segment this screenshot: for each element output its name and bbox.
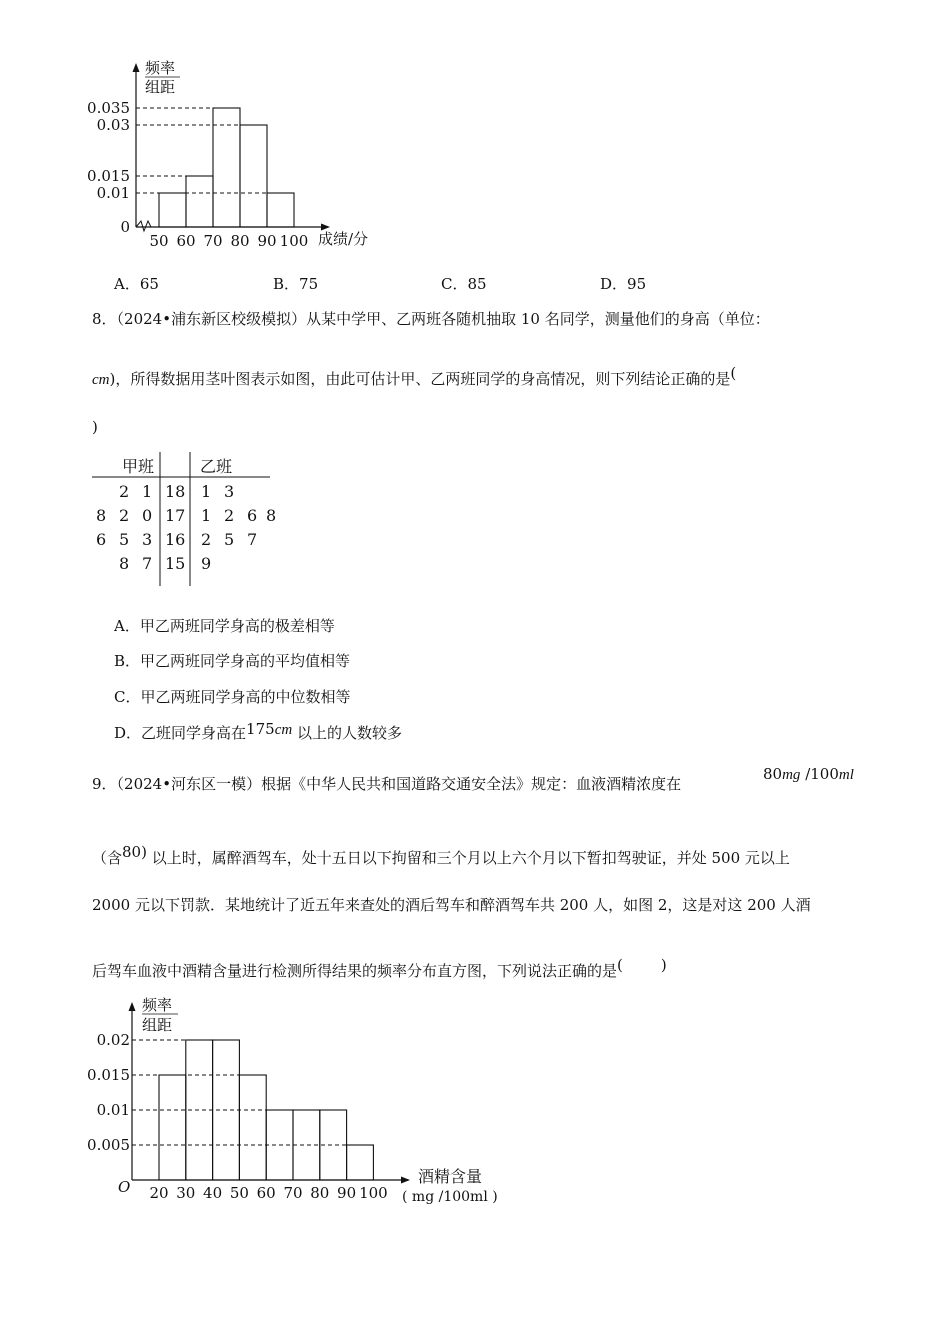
x-tick-label: 30 [176,1184,196,1202]
leaf-right: 9 [201,554,212,573]
leaf-right: 1 [201,506,212,525]
leaf-left: 5 [119,530,130,549]
conc-number: 80 [763,765,783,783]
y-label-top: 频率 [142,996,173,1014]
x-tick-label: 80 [230,232,250,250]
question-text: （2024•浦东新区校级模拟）从某中学甲、乙两班各随机抽取 10 名同学，测量他们的身高（单位： [116,310,770,328]
option-letter: B． [114,652,141,670]
y-tick-label: 0.03 [96,116,130,134]
paren-text: （含 [92,849,123,867]
x-tick-label: 90 [257,232,277,250]
axis-break [136,221,159,231]
x-tick-label: 50 [229,1184,249,1202]
option-unit: cm [274,722,293,738]
stem: 17 [165,506,186,525]
x-tick-label: 100 [359,1184,388,1202]
option-letter: C． [114,688,141,706]
y-label-bottom: 组距 [145,78,176,96]
stem-leaf-plot [92,452,282,592]
option-text: 95 [627,275,647,293]
option-letter: D． [114,724,142,742]
question-text: 后驾车血液中酒精含量进行检测所得结果的频率分布直方图，下列说法正确的是 [92,962,618,980]
option-text-after: 以上的人数较多 [292,724,402,742]
histogram-bar [186,176,213,227]
y-tick-label: 0 [120,218,130,236]
q8-option-c[interactable] [114,686,351,707]
y-tick-label: 0.035 [87,99,130,117]
x-tick-label: 80 [310,1184,330,1202]
q8-option-a[interactable] [114,615,335,636]
stem: 18 [165,482,186,501]
x-tick-label: 50 [149,232,169,250]
x-axis-unit: ( mg /100ml ) [402,1189,498,1205]
q9-line1 [92,773,681,794]
question-text: ，所得数据用茎叶图表示如图，由此可估计甲、乙两班同学的身高情况，则下列结论正确的是 [115,370,731,388]
option-text: 75 [299,275,319,293]
q7-option-a[interactable] [114,273,159,294]
option-text: 85 [467,275,487,293]
histogram-bar [347,1145,374,1180]
y-axis-arrow [129,1002,136,1011]
q8-option-d[interactable] [114,722,402,743]
leaf-left: 2 [119,506,130,525]
conc-number-80: 80) [122,843,147,861]
leaf-right: 1 [201,482,212,501]
option-text: 乙班同学身高在 [141,724,247,742]
header-left: 甲班 [122,457,155,476]
leaf-right: 2 [201,530,212,549]
y-label-top: 频率 [145,59,176,77]
x-tick-label: 70 [283,1184,303,1202]
answer-paren-close: ) [92,418,98,436]
answer-paren-close: ) [660,956,667,974]
origin-label: O [118,1178,131,1196]
histogram-bar [213,108,240,227]
leaf-right: 8 [266,506,277,525]
x-tick-label: 90 [337,1184,357,1202]
option-text: 甲乙两班同学身高的极差相等 [139,617,335,635]
question-text: （2024•河东区一模）根据《中华人民共和国道路交通安全法》规定：血液酒精浓度在 [116,775,682,793]
option-letter: C． [441,275,468,293]
conc-slash: /100 [800,765,839,783]
conc-unit-ml: ml [838,767,854,783]
q7-option-d[interactable] [600,273,646,294]
x-tick-label: 70 [203,232,223,250]
y-label-bottom: 组距 [142,1016,173,1034]
stem: 16 [165,530,186,549]
leaf-right: 6 [247,506,258,525]
y-tick-label: 0.02 [96,1031,130,1049]
q9-concentration [763,765,854,784]
y-tick-label: 0.015 [87,167,130,185]
histogram-bar [159,193,186,227]
x-tick-label: 20 [149,1184,169,1202]
q7-option-b[interactable] [273,273,318,294]
q8-line3 [92,418,98,436]
leaf-left: 7 [142,554,153,573]
x-tick-label: 100 [279,232,309,250]
stem: 15 [165,554,186,573]
q9-line2 [92,843,790,868]
question-text: 2000 元以下罚款．某地统计了近五年来查处的酒后驾车和醉酒驾车共 200 人，如图 2，这是对这 200 人酒 [92,896,811,914]
option-text: 65 [139,275,159,293]
x-tick-label: 60 [256,1184,276,1202]
y-tick-label: 0.01 [96,1101,130,1119]
leaf-left: 8 [119,554,130,573]
unit-cm: cm [92,372,110,388]
y-axis-arrow [133,63,140,72]
leaf-right: 2 [224,506,235,525]
q9-line3 [92,894,811,915]
option-letter: A． [114,617,140,635]
histogram-bar [267,193,294,227]
leaf-left: 8 [96,506,107,525]
x-tick-label: 40 [203,1184,223,1202]
option-letter: D． [600,275,628,293]
x-axis-label: 酒精含量 [418,1167,483,1186]
answer-paren-open: ( [730,364,737,382]
option-number: 175 [246,720,275,738]
leaf-left: 3 [142,530,153,549]
y-tick-label: 0.005 [87,1136,130,1154]
leaf-left: 1 [142,482,153,501]
close-paren: ) [109,370,116,388]
answer-paren-open: ( [617,956,623,974]
leaf-right: 5 [224,530,235,549]
option-text: 甲乙两班同学身高的平均值相等 [140,652,351,670]
option-letter: A． [114,275,140,293]
y-tick-label: 0.015 [87,1066,130,1084]
histogram-alcohol [80,992,520,1214]
leaf-right: 3 [224,482,235,501]
leaf-left: 0 [142,506,153,525]
histogram-bar [239,1075,266,1180]
histogram-scores [80,55,390,255]
histogram-bar [159,1075,186,1180]
q8-line2 [92,364,737,389]
option-letter: B． [273,275,300,293]
x-axis-label: 成绩/分 [318,230,369,248]
x-tick-label: 60 [176,232,196,250]
option-text: 甲乙两班同学身高的中位数相等 [140,688,351,706]
q8-option-b[interactable] [114,650,350,671]
question-number: 8． [92,310,117,328]
y-tick-label: 0.01 [96,184,130,202]
question-number: 9． [92,775,117,793]
leaf-left: 6 [96,530,107,549]
q8-line1 [92,308,770,329]
leaf-right: 7 [247,530,258,549]
q7-option-c[interactable] [441,273,487,294]
histogram-bar [240,125,267,227]
header-right: 乙班 [200,457,233,476]
x-axis-arrow [401,1177,410,1184]
leaf-left: 2 [119,482,130,501]
question-text: 以上时，属醉酒驾车，处十五日以下拘留和三个月以上六个月以下暂扣驾驶证，并处 500 元以上 [146,849,790,867]
conc-unit-mg: mg [782,767,801,783]
q9-line4 [92,956,667,981]
